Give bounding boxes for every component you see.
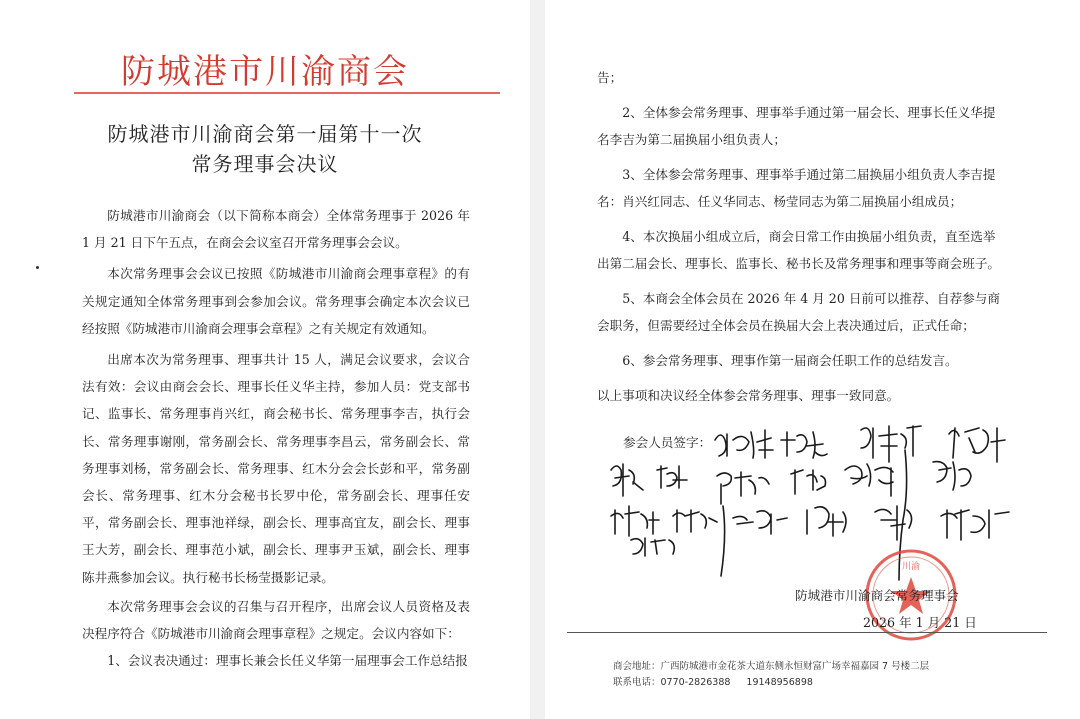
document-title-line2: 常务理事会决议: [191, 152, 339, 176]
paragraph: 本次常务理事会会议的召集与召开程序，出席会议人员资格及表决程序符合《防城港市川渝商会理事章程》之规定。会议内容如下：: [82, 598, 470, 642]
paragraph: 出席本次为常务理事、理事共计 15 人，满足会议要求，会议合法有效：会议由商会会长、理事长任义华主持，参加人员：党支部书记、监事长、常务理事肖兴红，商会秘书长、常务理事李吉，执行会长、常务理事谢刚，常务副会长、常务理事李昌云，常务副会长、常务理事刘杨，常务副会长、常务理事、红木分会会长彭和平，常务副会长、常务理事、红木分会秘书长罗中伦，常务副会长、理事任安平，常务副会长、理事池祥绿，副会长、理事高宜友，副会长、理事王大芳，副会长、理事范小斌，副会长、理事尹玉斌，副会长、理事陈井燕参加会议。执行秘书长杨莹摄影记录。: [82, 352, 470, 585]
paragraph: 本次常务理事会会议已按照《防城港市川渝商会理事章程》的有关规定通知全体常务理事到会参加会议。常务理事会确定本次会议已经按照《防城港市川渝商会理事会章程》之有关规定有效通知。: [82, 266, 470, 336]
closing-statement: 以上事项和决议经全体参会常务理事、理事一致同意。: [597, 388, 900, 403]
signature-label: 参会人员签字：: [623, 435, 712, 450]
resolution-item: 3、全体参会常务理事、理事举手通过第二届换届小组负责人李吉提名：肖兴红同志、任义华同志、杨莹同志为第二届换届小组成员；: [597, 167, 996, 209]
footer-phone: [613, 674, 813, 688]
handwritten-signatures: [545, 0, 1080, 719]
document-title-line1: 防城港市川渝商会第一届第十一次: [107, 122, 423, 146]
issuing-body: 防城港市川渝商会常务理事会: [795, 588, 959, 603]
resolution-item: 6、参会常务理事、理事作第一届商会任职工作的总结发言。: [622, 353, 958, 368]
paragraph: 防城港市川渝商会（以下简称本商会）全体常务理事于 2026 年 1 月 21 日下午五点，在商会会议室召开常务理事会会议。: [82, 208, 470, 251]
body-text-left: [82, 202, 470, 674]
paragraph: 1、会议表决通过：理事长兼会长任义华第一届理事会工作总结报: [107, 653, 468, 669]
resolution-item: 2、全体参会常务理事、理事举手通过第一届会长、理事长任义华提名李吉为第二届换届小组负责人；: [597, 105, 996, 147]
footer-divider: [567, 632, 1047, 633]
letterhead-divider: [74, 92, 500, 94]
svg-text:川渝: 川渝: [901, 562, 921, 572]
document-page-left: [0, 0, 530, 719]
organization-letterhead: 防城港市川渝商会: [121, 52, 409, 92]
resolution-item: 4、本次换届小组成立后，商会日常工作由换届小组负责，直至选举出第二届会长、理事长、监事长、秘书长及常务理事和理事等商会班子。: [597, 229, 1000, 271]
phone-mobile: 19148956898: [746, 677, 813, 688]
paragraph-continuation: 告；: [597, 70, 623, 85]
footer-address: 商会地址：广西防城港市金花茶大道东侧永恒财富广场幸福嘉园 7 号楼二层: [613, 661, 930, 672]
issue-date: 2026 年 1 月 21 日: [863, 615, 977, 630]
document-page-right: [545, 0, 1080, 719]
resolution-item: 5、本商会全体会员在 2026 年 4 月 20 日前可以推荐、自荐参与商会职务，但需要经过全体会员在换届大会上表决通过后，正式任命；: [597, 291, 1000, 333]
phone-landline: 联系电话：0770-2826388: [613, 677, 731, 688]
scan-mark: [36, 266, 39, 269]
